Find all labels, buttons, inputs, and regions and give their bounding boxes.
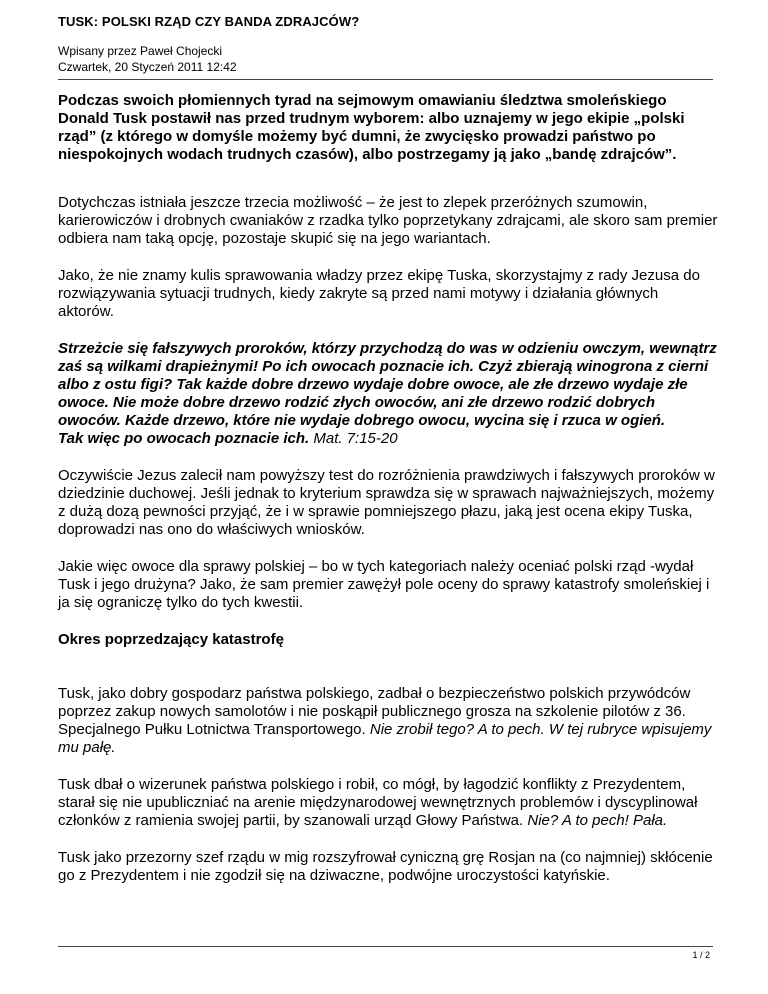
quote-text: Strzeżcie się fałszywych proroków, którzy przychodzą do was w odzieniu owczym, wewnątrz zaś są wilkami drapieżnymi! Po ich owocach poznacie ich. Czyż zbierają winogrona z cierni albo z ostu figi? Tak każde dobre drzewo wydaje dobre owoce, ale złe drzewo wydaje złe owoce. Nie może dobre drzewo rodzić złych owoców, ani złe drzewo rodzić dobrych owoców. Każde drzewo, które nie wydaje dobrego owocu, wycina się i rzuca w ogień. [58,340,717,429]
bottom-divider [58,946,713,947]
lead-paragraph: Podczas swoich płomiennych tyrad na sejmowym omawianiu śledztwa smoleńskiego Donald Tusk postawił nas przed trudnym wyborem: albo uznajemy w jego ekipie „polski rząd” (z którego w domyśle możemy być dumni, że zwycięsko prowadzi państwo po niespokojnych wodach trudnych czasów), albo postrzegamy ją jako „bandę zdrajców”. [58,92,685,163]
date-line: Czwartek, 20 Styczeń 2011 12:42 [58,60,237,74]
paragraph-7: Tusk jako przezorny szef rządu w mig rozszyfrował cyniczną grę Rosjan na (co najmniej) skłócenie go z Prezydentem i nie zgodził się na dziwaczne, podwójne uroczystości katyńskie. [58,849,713,884]
bible-quote [58,340,718,448]
page-number: 1 / 2 [692,950,710,960]
section-heading: Okres poprzedzający katastrofę [58,631,284,648]
paragraph-5-verdict: Nie zrobił tego? A to pech. W tej rubryce wpisujemy mu pałę. [58,721,712,756]
author-line: Wpisany przez Paweł Chojecki [58,44,223,58]
quote-reference: Mat. 7:15-20 [313,430,398,447]
paragraph-5 [58,685,718,757]
paragraph-3: Oczywiście Jezus zalecił nam powyższy test do rozróżnienia prawdziwych i fałszywych proroków w dziedzinie duchowej. Jeśli jednak to kryterium sprawdza się w sprawach najważniejszych, możemy z dużą dozą pewności przyjąć, że i w sprawie pomniejszego płazu, jaką jest ocena ekipy Tuska, doprowadzi nas ono do właściwych wniosków. [58,467,715,538]
top-divider [58,79,713,80]
paragraph-6-verdict: Nie? A to pech! Pała. [527,812,668,829]
article-body [58,92,718,885]
paragraph-2: Jako, że nie znamy kulis sprawowania władzy przez ekipę Tuska, skorzystajmy z rady Jezusa do rozwiązywania sytuacji trudnych, kiedy zakryte są przed nami motywy i działania głównych aktorów. [58,267,700,320]
paragraph-5-text: Tusk, jako dobry gospodarz państwa polskiego, zadbał o bezpieczeństwo polskich przywódców poprzez zakup nowych samolotów i nie poskąpił publicznego grosza na szkolenie pilotów z 36. Specjalnego Pułku Lotnictwa Transportowego. [58,685,691,738]
quote-last-line: Tak więc po owocach poznacie ich. [58,430,310,447]
paragraph-6-text: Tusk dbał o wizerunek państwa polskiego i robił, co mógł, by łagodzić konflikty z Prezydentem, starał się nie upubliczniać na arenie międzynarodowej wewnętrznych problemów i dyscyplinował członków z ramienia swojej partii, by szanowali urząd Głowy Państwa. [58,776,698,829]
paragraph-6 [58,776,718,830]
article-title: TUSK: POLSKI RZĄD CZY BANDA ZDRAJCÓW? [58,14,360,29]
paragraph-1: Dotychczas istniała jeszcze trzecia możliwość – że jest to zlepek przeróżnych szumowin, karierowiczów i drobnych cwaniaków z rzadka tylko poprzetykany zdrajcami, ale skoro sam premier odbiera nam taką opcję, pozostaje skupić się na jego wariantach. [58,194,718,247]
paragraph-4: Jakie więc owoce dla sprawy polskiej – bo w tych kategoriach należy oceniać polski rząd -wydał Tusk i jego drużyna? Jako, że sam premier zawężył pole oceny do sprawy katastrofy smoleńskiej i ja się ograniczę tylko do tych kwestii. [58,558,710,611]
